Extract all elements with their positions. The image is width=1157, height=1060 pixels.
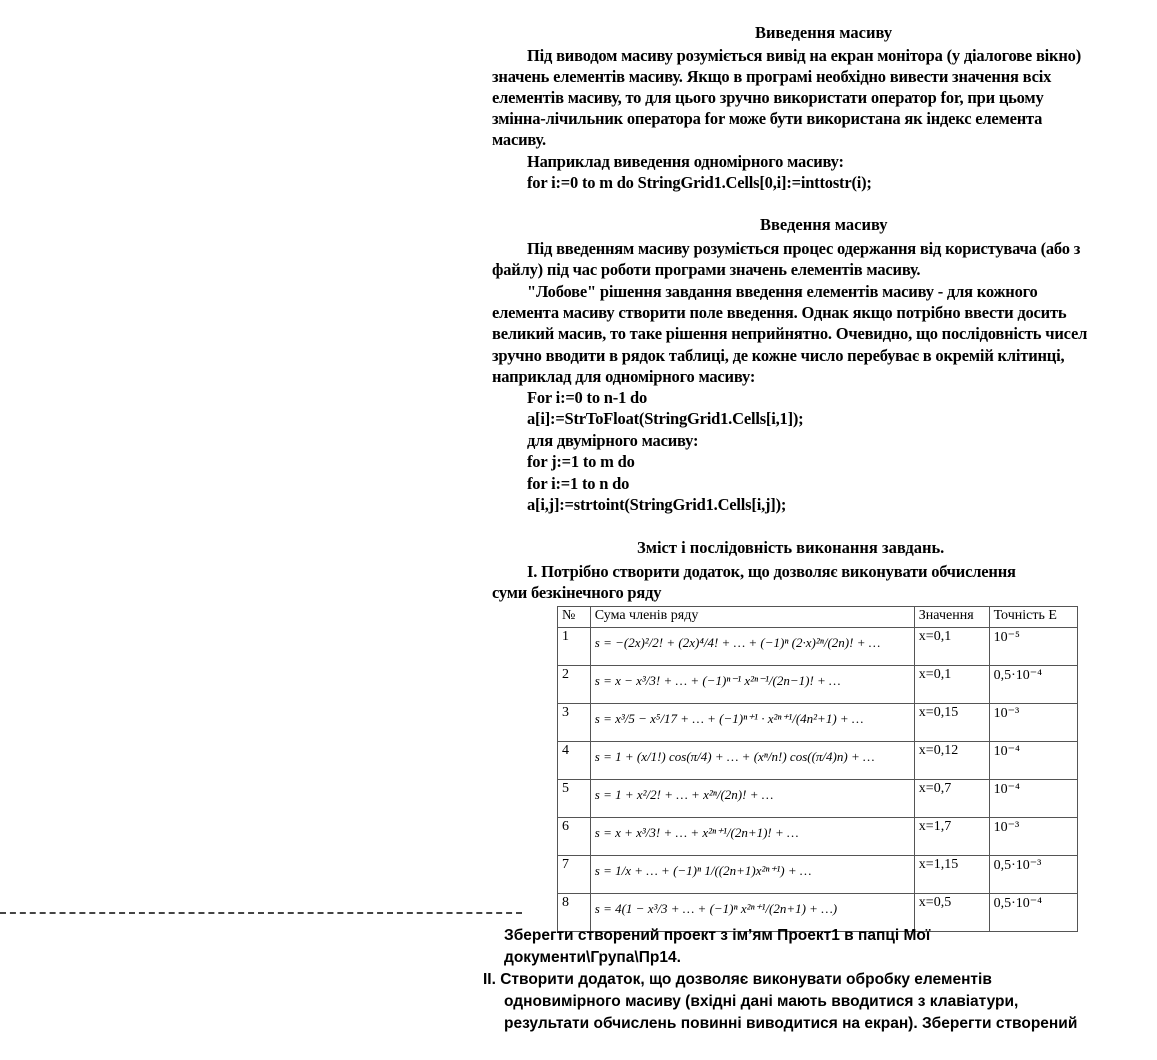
series-formula: s = 1/x + … + (−1)ⁿ 1/((2n+1)x²ⁿ⁺¹) + … [590,856,914,894]
task2-line: II. Створити додаток, що дозволяє виконувати обробку елементів [483,971,992,988]
paragraph-line: "Лобове" рішення завдання введення елементів масиву - для кожного [527,282,1038,301]
series-formula: s = x + x³/3! + … + x²ⁿ⁺¹/(2n+1)! + … [590,818,914,856]
series-formula: s = 1 + x²/2! + … + x²ⁿ/(2n)! + … [590,780,914,818]
task1-line: суми безкінечного ряду [492,583,662,602]
row-precision: 0,5·10⁻³ [989,856,1077,894]
table-row [558,818,1078,856]
row-value: x=0,5 [914,894,989,932]
row-precision: 10⁻³ [989,704,1077,742]
row-value: x=0,1 [914,666,989,704]
paragraph-line: Наприклад виведення одномірного масиву: [527,152,844,171]
row-precision: 10⁻³ [989,818,1077,856]
row-value: x=0,7 [914,780,989,818]
row-value: x=0,12 [914,742,989,780]
paragraph-line: наприклад для одномірного масиву: [492,367,756,386]
row-number: 6 [558,818,591,856]
row-value: x=0,1 [914,628,989,666]
row-number: 2 [558,666,591,704]
series-table [557,606,1078,932]
paragraph-line: елемента масиву створити поле введення. Однак якщо потрібно ввести досить [492,303,1067,322]
row-number: 7 [558,856,591,894]
row-value: x=0,15 [914,704,989,742]
paragraph-line: для двумірного масиву: [527,431,699,450]
row-number: 4 [558,742,591,780]
table-row [558,742,1078,780]
code-line: for j:=1 to m do [527,452,635,471]
row-value: x=1,7 [914,818,989,856]
code-line: for i:=1 to n do [527,474,630,493]
row-number: 3 [558,704,591,742]
section-title-input: Введення масиву [760,215,888,234]
header-sum: Сума членів ряду [590,607,914,628]
paragraph-line: Під введенням масиву розуміється процес одержання від користувача (або з [527,239,1081,258]
row-value: x=1,15 [914,856,989,894]
task2-line: результати обчислень повинні виводитися на екран). Зберегти створений [504,1015,1078,1032]
dashed-separator [0,912,522,914]
table-row [558,704,1078,742]
task1-line: I. Потрібно створити додаток, що дозволяє виконувати обчислення [527,562,1016,581]
row-precision: 0,5·10⁻⁴ [989,894,1077,932]
code-line: For i:=0 to n-1 do [527,388,648,407]
table-row [558,856,1078,894]
paragraph-line: масиву. [492,130,546,149]
table-row [558,628,1078,666]
section-title-output: Виведення масиву [755,23,893,42]
save-instruction-line: документи\Група\Пр14. [504,949,681,966]
row-number: 8 [558,894,591,932]
paragraph-line: елементів масиву, то для цього зручно використати оператор for, при цьому [492,88,1044,107]
paragraph-line: зручно вводити в рядок таблиці, де кожне число перебуває в окремій клітинці, [492,346,1065,365]
series-formula: s = x³/5 − x⁵/17 + … + (−1)ⁿ⁺¹ · x²ⁿ⁺¹/(4n²+1) + … [590,704,914,742]
row-number: 1 [558,628,591,666]
header-number: № [558,607,591,628]
series-formula: s = 1 + (x/1!) cos(π/4) + … + (xⁿ/n!) cos((π/4)n) + … [590,742,914,780]
series-formula: s = x − x³/3! + … + (−1)ⁿ⁻¹ x²ⁿ⁻¹/(2n−1)! + … [590,666,914,704]
task2-line: одновимірного масиву (вхідні дані мають вводитися з клавіатури, [504,993,1019,1010]
table-header-row [558,607,1078,628]
save-instruction-line: Зберегти створений проект з ім’ям Проект1 в папці Мої [504,927,931,944]
table-row [558,666,1078,704]
paragraph-line: значень елементів масиву. Якщо в програмі необхідно вивести значення всіх [492,67,1052,86]
section-title-tasks: Зміст і послідовність виконання завдань. [637,538,945,557]
code-line: a[i]:=StrToFloat(StringGrid1.Cells[i,1]); [527,409,804,428]
header-value: Значення [914,607,989,628]
paragraph-line: файлу) під час роботи програми значень елементів масиву. [492,260,921,279]
row-precision: 10⁻⁴ [989,742,1077,780]
header-precision: Точність E [989,607,1077,628]
row-precision: 10⁻⁵ [989,628,1077,666]
series-formula: s = 4(1 − x³/3 + … + (−1)ⁿ x²ⁿ⁺¹/(2n+1) + …) [590,894,914,932]
table-row [558,780,1078,818]
row-number: 5 [558,780,591,818]
paragraph-line: Під виводом масиву розуміється вивід на екран монітора (у діалогове вікно) [527,46,1081,65]
paragraph-line: великий масив, то таке рішення неприйнятно. Очевидно, що послідовність чисел [492,324,1088,343]
row-precision: 0,5·10⁻⁴ [989,666,1077,704]
code-line: a[i,j]:=strtoint(StringGrid1.Cells[i,j]); [527,495,787,514]
code-line: for i:=0 to m do StringGrid1.Cells[0,i]:=inttostr(i); [527,173,872,192]
row-precision: 10⁻⁴ [989,780,1077,818]
paragraph-line: змінна-лічильник оператора for може бути використана як індекс елемента [492,109,1043,128]
series-formula: s = −(2x)²/2! + (2x)⁴/4! + … + (−1)ⁿ (2·x)²ⁿ/(2n)! + … [590,628,914,666]
